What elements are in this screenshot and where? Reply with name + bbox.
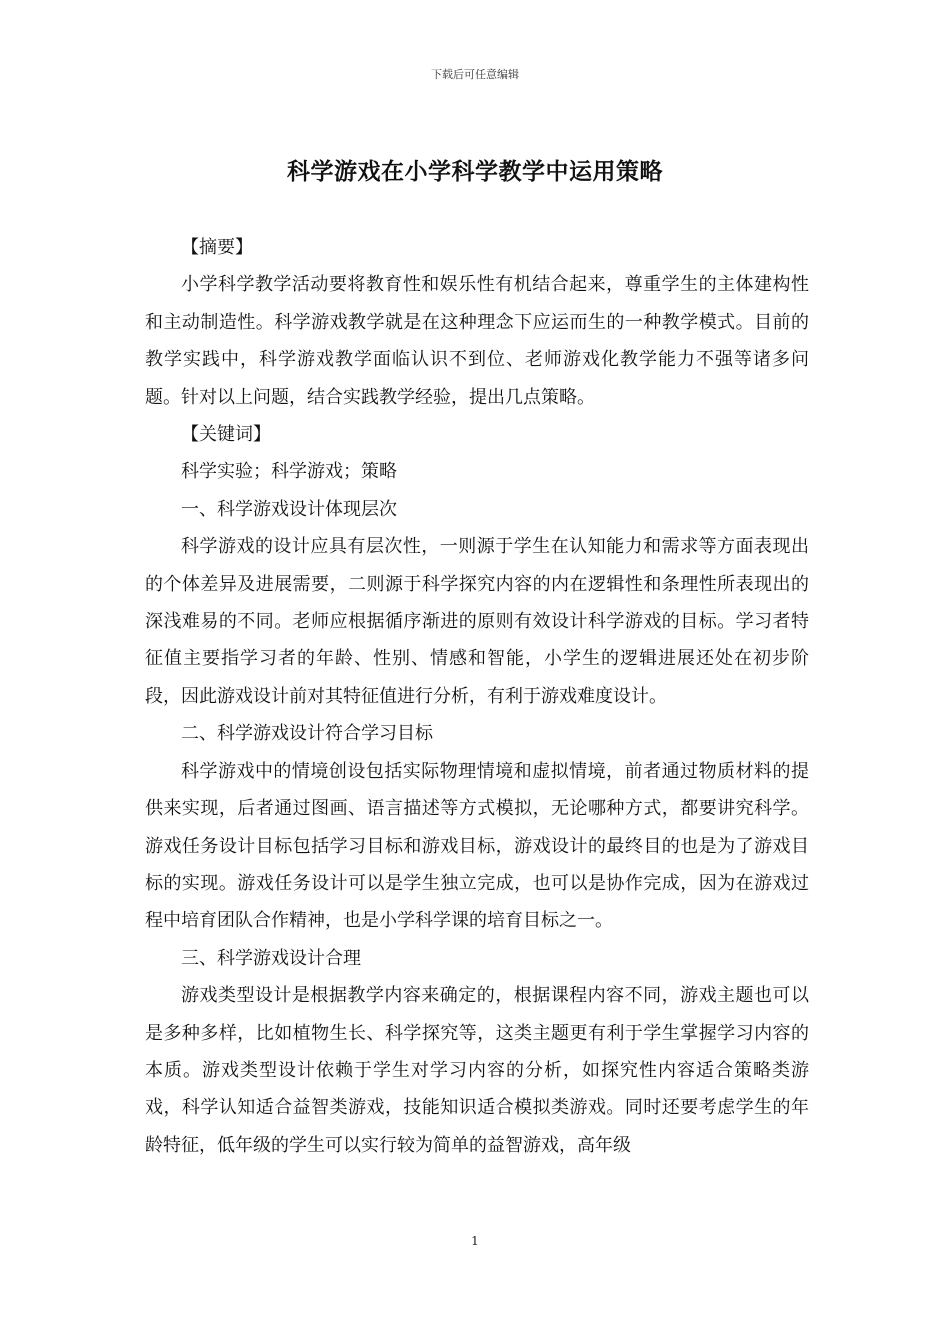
section-heading-1: 一、科学游戏设计体现层次 <box>181 498 397 520</box>
abstract-heading: 【摘要】 <box>181 237 253 258</box>
header-note: 下载后可任意编辑 <box>431 68 519 81</box>
document-title: 科学游戏在小学科学教学中运用策略 <box>287 159 663 185</box>
section-heading-2: 二、科学游戏设计符合学习目标 <box>181 723 433 745</box>
keywords-heading: 【关键词】 <box>181 424 271 446</box>
document-body <box>145 229 809 1164</box>
section-paragraph-1: 科学游戏的设计应具有层次性，一则源于学生在认知能力和需求等方面表现出的个体差异及进展需要，二则源于科学探究内容的内在逻辑性和条理性所表现出的深浅难易的不同。老师应根据循序渐进的原则有效设计科学游戏的目标。学习者特征值主要指学习者的年龄、性别、情感和智能，小学生的逻辑进展还处在初步阶段，因此游戏设计前对其特征值进行分析，有利于游戏难度设计。 <box>145 536 809 707</box>
section-paragraph-2: 科学游戏中的情境创设包括实际物理情境和虚拟情境，前者通过物质材料的提供来实现，后者通过图画、语言描述等方式模拟，无论哪种方式，都要讲究科学。游戏任务设计目标包括学习目标和游戏目标，游戏设计的最终目的也是为了游戏目标的实现。游戏任务设计可以是学生独立完成，也可以是协作完成，因为在游戏过程中培育团队合作精神，也是小学科学课的培育目标之一。 <box>145 760 809 932</box>
section-paragraph-3: 游戏类型设计是根据教学内容来确定的，根据课程内容不同，游戏主题也可以是多种多样，比如植物生长、科学探究等，这类主题更有利于学生掌握学习内容的本质。游戏类型设计依赖于学生对学习内容的分析，如探究性内容适合策略类游戏，科学认知适合益智类游戏，技能知识适合模拟类游戏。同时还要考虑学生的年龄特征，低年级的学生可以实行较为简单的益智游戏，高年级 <box>145 985 809 1156</box>
section-heading-3: 三、科学游戏设计合理 <box>181 947 361 969</box>
keywords-text: 科学实验；科学游戏；策略 <box>181 461 397 483</box>
page-number: 1 <box>471 1234 479 1248</box>
abstract-paragraph: 小学科学教学活动要将教育性和娱乐性有机结合起来，尊重学生的主体建构性和主动制造性。科学游戏教学就是在这种理念下应运而生的一种教学模式。目前的教学实践中，科学游戏教学面临认识不到位、老师游戏化教学能力不强等诸多问题。针对以上问题，结合实践教学经验，提出几点策略。 <box>145 274 809 408</box>
